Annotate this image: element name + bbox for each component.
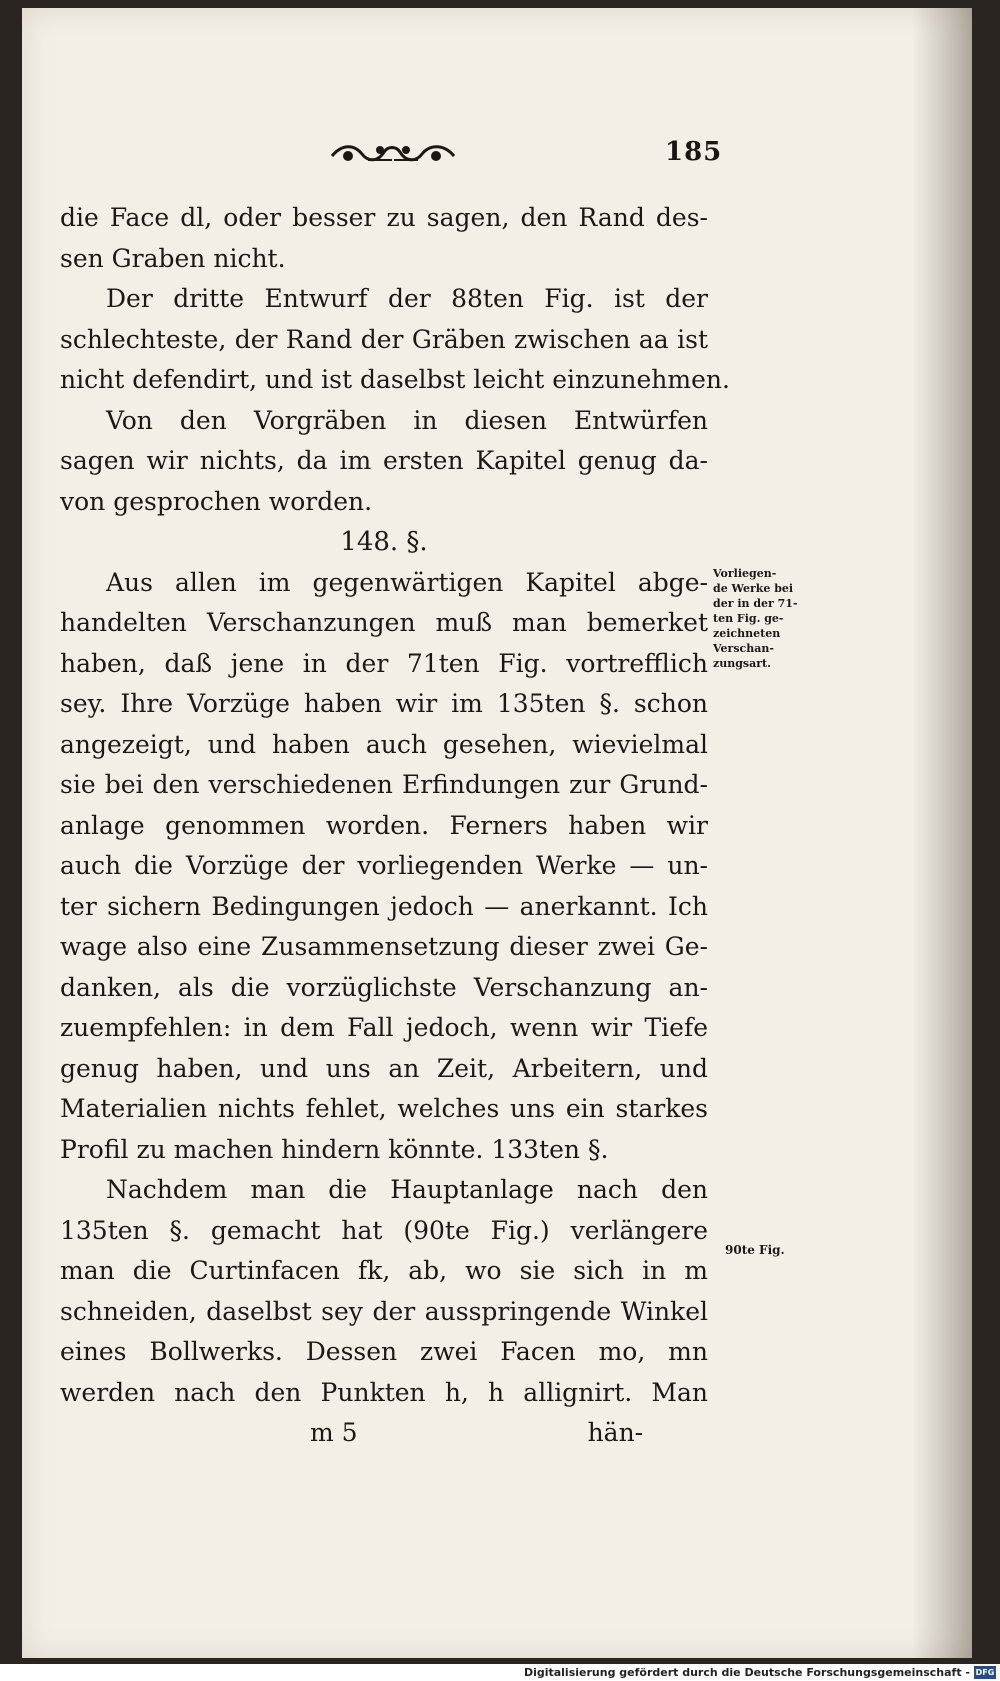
text-line: sen Graben nicht.: [60, 243, 286, 273]
text-line: handelten Verschanzungen muß man bemerket: [60, 608, 708, 637]
text-line: sie bei den verschiedenen Erfindungen zur Grund-: [60, 770, 708, 799]
text-line: eines Bollwerks. Dessen zwei Facen mo, mn: [60, 1337, 708, 1366]
text-line: Der dritte Entwurf der 88ten Fig. ist der: [106, 284, 708, 313]
header-ornament: [328, 136, 458, 170]
text-line: genug haben, und uns an Zeit, Arbeitern, und: [60, 1053, 708, 1083]
text-line: haben, daß jene in der 71ten Fig. vortrefflich: [60, 648, 708, 678]
text-line: sagen wir nichts, da im ersten Kapitel genug da-: [60, 446, 708, 475]
margin-note-line: zungsart.: [713, 657, 771, 670]
margin-note-figure: 90te Fig.: [725, 1243, 785, 1257]
text-line: 135ten §. gemacht hat (90te Fig.) verlängere: [60, 1215, 708, 1245]
margin-note-line: de Werke bei: [713, 582, 794, 595]
margin-note: [713, 566, 823, 671]
text-line: Materialien nichts fehlet, welches uns ein starkes: [60, 1094, 708, 1123]
page-number: 185: [665, 137, 723, 167]
text-line: Nachdem man die Hauptanlage nach den: [106, 1175, 708, 1204]
text-line: auch die Vorzüge der vorliegenden Werke — un-: [60, 851, 708, 880]
section-heading: 148. §.: [340, 527, 428, 557]
text-line: Aus allen im gegenwärtigen Kapitel abge-: [106, 567, 708, 597]
body-text: [60, 198, 730, 1454]
margin-note-line: Vorliegen-: [713, 567, 777, 580]
text-line: angezeigt, und haben auch gesehen, wievielmal: [60, 729, 708, 759]
text-line: danken, als die vorzüglichste Verschanzung an-: [60, 972, 708, 1002]
text-line: die Face dl, oder besser zu sagen, den Rand des-: [60, 203, 708, 232]
margin-note-line: Verschan-: [713, 642, 774, 655]
text-line: anlage genommen worden. Ferners haben wir: [60, 810, 708, 840]
text-line: sey. Ihre Vorzüge haben wir im 135ten §. schon: [60, 689, 708, 718]
margin-note-line: zeichneten: [713, 627, 781, 640]
text-line: Von den Vorgräben in diesen Entwürfen: [106, 405, 708, 435]
dfg-logo: DFG: [975, 1668, 995, 1677]
page-shadow: [912, 8, 972, 1658]
margin-note-line: der in der 71-: [713, 597, 798, 610]
footer-credit: Digitalisierung gefördert durch die Deutsche Forschungsgemeinschaft -: [523, 1666, 970, 1679]
text-line: von gesprochen worden.: [60, 486, 373, 516]
signature-mark: m 5: [310, 1418, 358, 1447]
text-line: ter sichern Bedingungen jedoch — anerkannt. Ich: [60, 891, 708, 921]
text-line: schlechteste, der Rand der Gräben zwischen aa ist: [60, 324, 708, 354]
text-line: schneiden, daselbst sey der ausspringende Winkel: [60, 1296, 708, 1326]
catchword: hän-: [587, 1418, 644, 1447]
text-line: zuempfehlen: in dem Fall jedoch, wenn wir Tiefe: [60, 1013, 708, 1042]
signature-line: [60, 1413, 708, 1454]
text-line: man die Curtinfacen fk, ab, wo sie sich in m: [60, 1256, 708, 1285]
footer-bar: [0, 1664, 1000, 1681]
text-line: nicht defendirt, und ist daselbst leicht einzunehmen.: [60, 365, 730, 394]
margin-note-line: ten Fig. ge-: [713, 612, 784, 625]
text-line: Profil zu machen hindern könnte. 133ten §.: [60, 1134, 609, 1164]
text-line: werden nach den Punkten h, h allignirt. Man: [60, 1377, 708, 1407]
text-line: wage also eine Zusammensetzung dieser zwei Ge-: [60, 932, 708, 961]
